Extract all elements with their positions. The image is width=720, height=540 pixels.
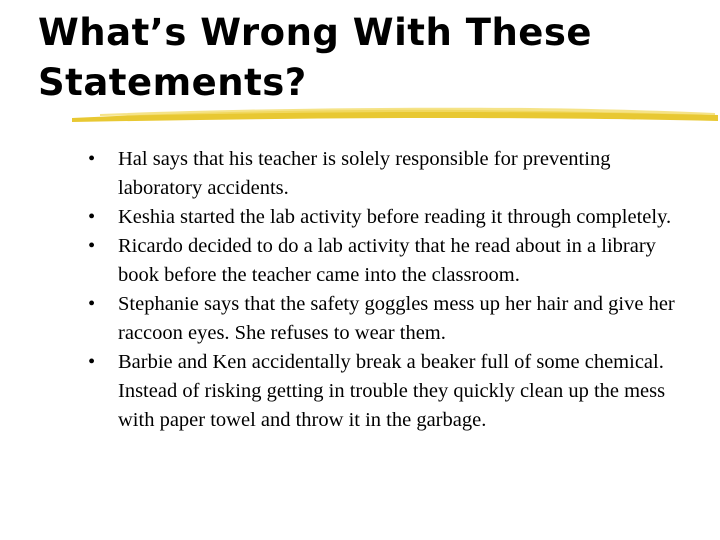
bullet-list xyxy=(88,145,698,435)
bullet-point-icon: • xyxy=(88,206,96,228)
slide-title-line-1: What’s Wrong With These xyxy=(38,11,592,54)
bullet-point-icon: • xyxy=(88,148,96,170)
bullet-text: Keshia started the lab activity before reading it through completely. xyxy=(118,206,672,228)
slide-title xyxy=(38,8,698,108)
bullet-text: Hal says that his teacher is solely responsible for preventing laboratory accidents. xyxy=(118,148,611,199)
bullet-item-2 xyxy=(88,203,698,232)
bullet-point-icon: • xyxy=(88,235,96,257)
bullet-item-5 xyxy=(88,348,698,435)
bullet-item-3 xyxy=(88,232,698,290)
slide-title-line-2: Statements? xyxy=(38,61,307,104)
bullet-text: Stephanie says that the safety goggles mess up her hair and give her raccoon eyes. She refuses to wear them. xyxy=(118,293,675,344)
bullet-text: Ricardo decided to do a lab activity that he read about in a library book before the teacher came into the classroom. xyxy=(118,235,656,286)
bullet-item-1 xyxy=(88,145,698,203)
bullet-item-4 xyxy=(88,290,698,348)
bullet-point-icon: • xyxy=(88,293,96,315)
bullet-point-icon: • xyxy=(88,351,96,373)
title-underline-brushstroke xyxy=(70,103,720,127)
bullet-text: Barbie and Ken accidentally break a beaker full of some chemical. Instead of risking getting in trouble they quickly clean up the mess with paper towel and throw it in the garbage. xyxy=(118,351,666,431)
